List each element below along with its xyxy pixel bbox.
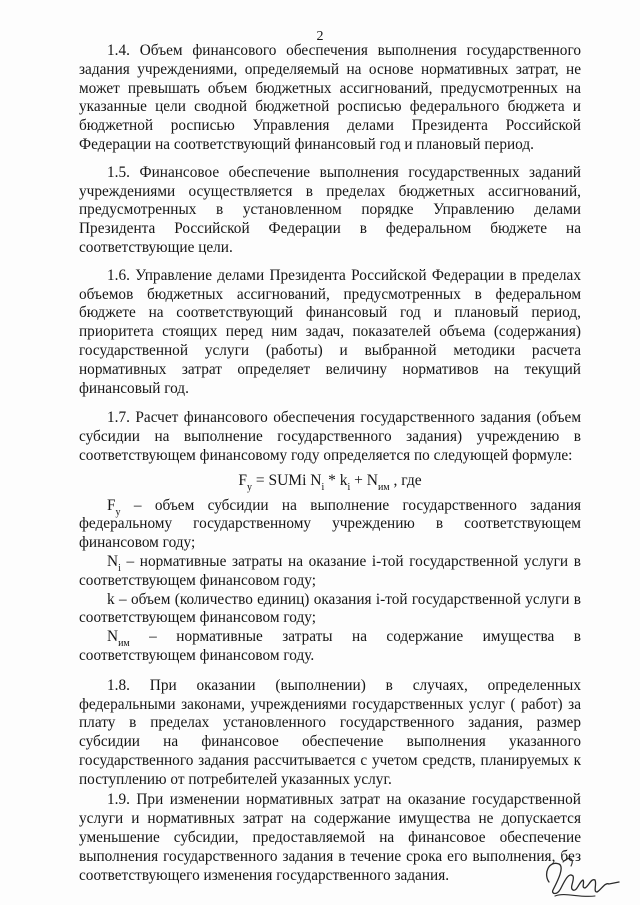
paragraph-1-6: 1.6. Управление делами Президента Российской Федерации в пределах объемов бюджетных ассигнований, предусмотренных в федеральном бюджете на соответствующий финансовый год и плановый период, приоритета стоящих перед ним задач, показателей объема (содержания) государственной услуги (работы) и выбранной методики расчета нормативных затрат определяет величину нормативов на текущий финансовый год.	[79, 266, 581, 397]
definition-k: k – объем (количество единиц) оказания i-той государственной услуги в соответствующем финансовом году;	[79, 590, 581, 627]
paragraph-1-4: 1.4. Объем финансового обеспечения выполнения государственного задания учреждениями, определяемый на основе нормативных затрат, не может превышать объем бюджетных ассигнований, предусмотренных на указанные цели сводной бюджетной росписью федерального бюджета и бюджетной росписью Управления делами Президента Российской Федерации на соответствующий финансовый год и плановый период.	[79, 42, 581, 153]
definition-fy: $F_y$ – объем субсидии на выполнение государственного задания федеральному государственному учреждению в соответствующем финансовом году;	[79, 496, 581, 552]
subsidy-formula: $F_y$ = SUMi $N_i * k_i + N_{им}$ , где	[238, 471, 422, 493]
handwritten-signature	[535, 852, 625, 902]
definition-nim: $N_{им}$ – нормативные затраты на содержание имущества в соответствующем финансовом году.	[79, 628, 581, 664]
paragraph-1-5: 1.5. Финансовое обеспечение выполнения государственных заданий учреждениями осуществляется в пределах бюджетных ассигнований, предусмотренных в установленном порядке Управлению делами Президента Российской Федерации в федеральном бюджете на соответствующие цели.	[79, 163, 581, 256]
paragraph-1-8: 1.8. При оказании (выполнении) в случаях, определенных федеральными законами, учреждениями государственных услуг ( работ) за плату в пределах установленного государственного задания, размер субсидии на финансовое обеспечение выполнения указанного государственного задания рассчитывается с учетом средств, планируемых к поступлению от потребителей указанных услуг.	[79, 676, 581, 788]
document-body	[79, 42, 581, 885]
page-number: 2	[316, 29, 324, 44]
paragraph-1-7: 1.7. Расчет финансового обеспечения государственного задания (объем субсидии на выполнение государственного задания) учреждению в соответствующем финансовому году определяется по следующей формуле:	[79, 409, 581, 464]
paragraph-1-9: 1.9. При изменении нормативных затрат на оказание государственной услуги и нормативных затрат на содержание имущества не допускается уменьшение субсидии, предоставляемой на финансовое обеспечение выполнения государственного задания в течение срока его выполнения, без соответствующего изменения государственного задания.	[79, 791, 581, 884]
definition-ni: $N_i$ – нормативные затраты на оказание i-той государственной услуги в соответствующем финансовом году;	[79, 552, 581, 589]
